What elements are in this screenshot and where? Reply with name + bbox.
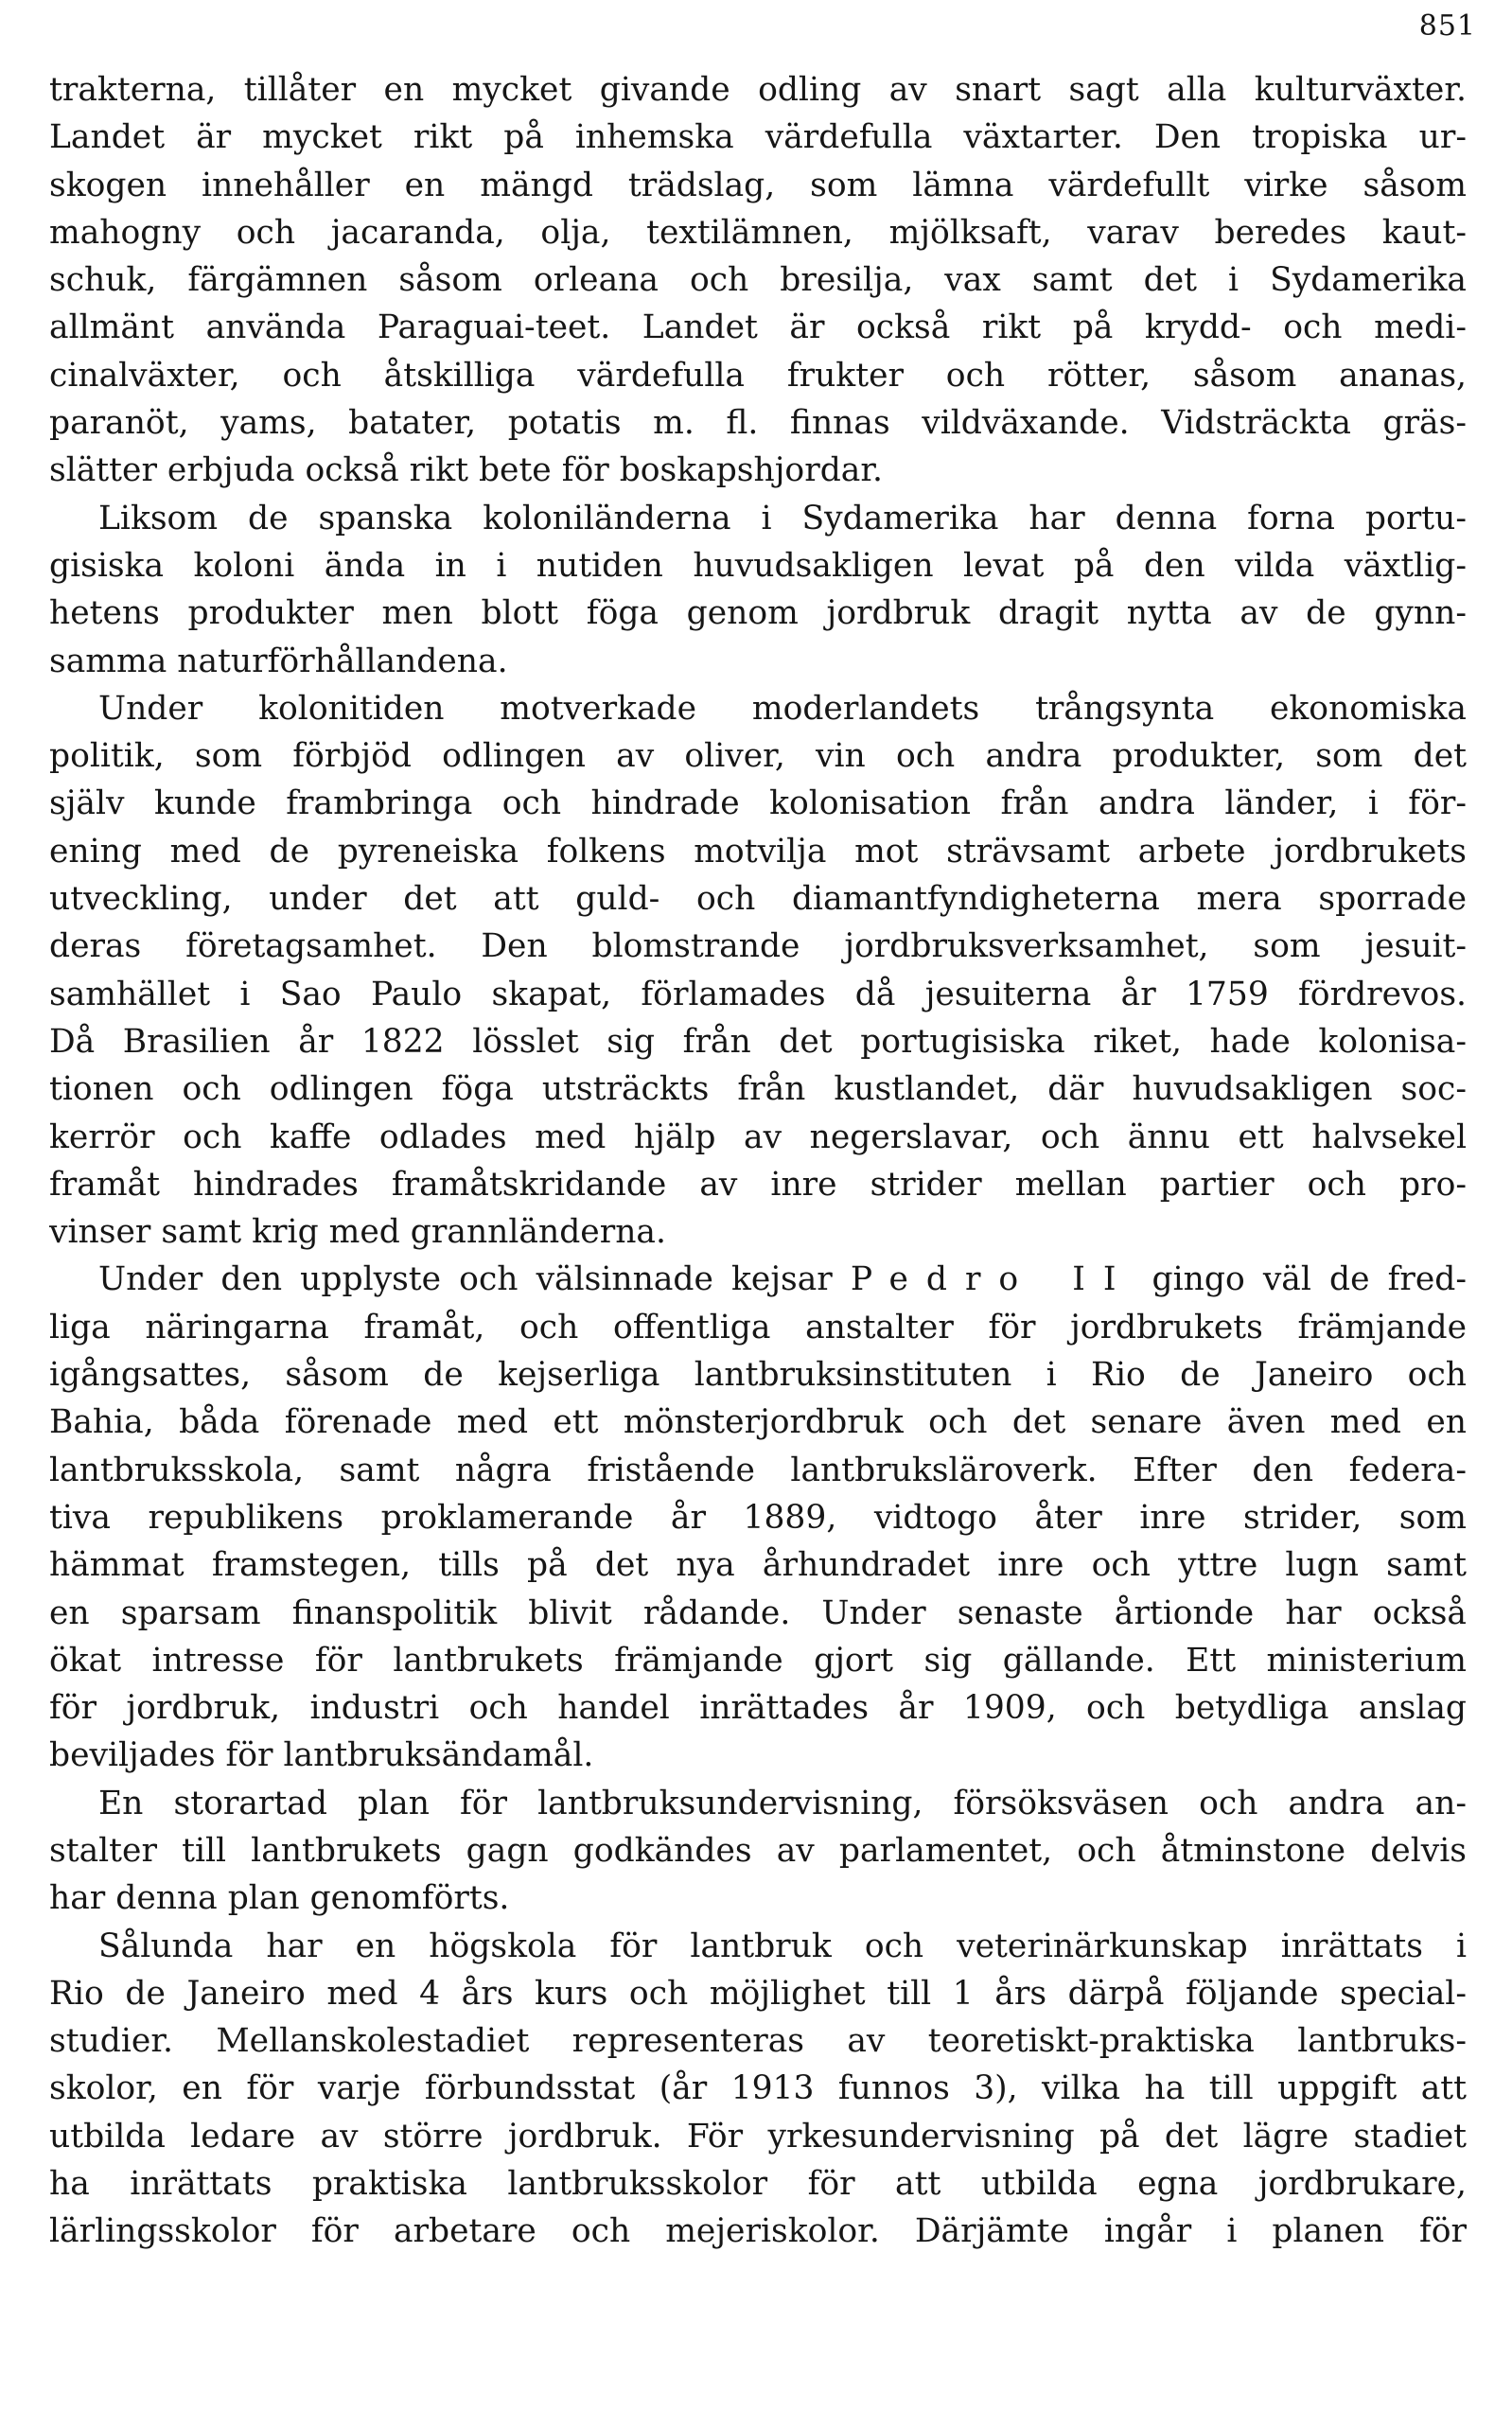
text-line: hetens produkter men blott föga genom jordbruk dragit nytta av de gynn- [49, 594, 1467, 633]
text-line: samhället i Sao Paulo skapat, förlamades då jesuiterna år 1759 fördrevos. [49, 975, 1467, 1013]
text-line: själv kunde frambringa och hindrade kolonisation från andra länder, i för- [49, 784, 1467, 823]
text-line: politik, som förbjöd odlingen av oliver, vin och andra produkter, som det [49, 737, 1467, 776]
text-line: trakterna, tillåter en mycket givande odling av snart sagt alla kulturväxter. [49, 71, 1467, 109]
text-line: paranöt, yams, batater, potatis m. fl. finnas vildväxande. Vidsträckta gräs- [49, 404, 1467, 443]
text-line: hämmat framstegen, tills på det nya århundradet inre och yttre lugn samt [49, 1546, 1467, 1585]
body-text [49, 66, 1467, 2256]
paragraph-1 [49, 66, 1467, 495]
text-line: gisiska koloni ända in i nutiden huvudsakligen levat på den vilda växtlig- [49, 546, 1467, 585]
paragraph-4 [49, 1256, 1467, 1779]
text-line: tiva republikens proklamerande år 1889, vidtogo åter inre strider, som [49, 1498, 1467, 1537]
text-line: lärlingsskolor för arbetare och mejeriskolor. Därjämte ingår i planen för [49, 2212, 1467, 2251]
text-line: skogen innehåller en mängd trädslag, som lämna värdefullt virke såsom [49, 166, 1467, 204]
text-line: kerrör och kaffe odlades med hjälp av negerslavar, och ännu ett halvsekel [49, 1118, 1467, 1156]
text-line: för jordbruk, industri och handel inrättades år 1909, och betydliga anslag [49, 1689, 1467, 1728]
paragraph-6 [49, 1923, 1467, 2256]
text-line: utbilda ledare av större jordbruk. För yrkesundervisning på det lägre stadiet [49, 2117, 1467, 2156]
text-line: vinser samt krig med grannländerna. [49, 1213, 666, 1252]
text-line: en sparsam finanspolitik blivit rådande. Under senaste årtionde har också [49, 1593, 1467, 1632]
text-line: Under den upplyste och välsinnade kejsar Pedro II gingo väl de fred- [98, 1260, 1467, 1299]
text-line: studier. Mellanskolestadiet representeras av teoretiskt-praktiska lantbruks- [49, 2022, 1467, 2061]
text-line: Under kolonitiden motverkade moderlandets trångsynta ekonomiska [98, 689, 1467, 728]
text-line: deras företagsamhet. Den blomstrande jordbruksverksamhet, som jesuit- [49, 927, 1467, 966]
text-line: framåt hindrades framåtskridande av inre strider mellan partier och pro- [49, 1165, 1467, 1204]
paragraph-5 [49, 1780, 1467, 1923]
emphasized-name: Pedro II [850, 1260, 1134, 1299]
text-line: ha inrättats praktiska lantbruksskolor för att utbilda egna jordbrukare, [49, 2165, 1467, 2204]
text-line: Liksom de spanska koloniländerna i Sydamerika har denna forna portu- [98, 499, 1467, 537]
text-line: Rio de Janeiro med 4 års kurs och möjlighet till 1 års därpå följande special- [49, 1974, 1467, 2013]
text-line: ökat intresse för lantbrukets främjande gjort sig gällande. Ett ministerium [49, 1641, 1467, 1680]
text-line: schuk, färgämnen såsom orleana och bresilja, vax samt det i Sydamerika [49, 261, 1467, 300]
text-line: Då Brasilien år 1822 lösslet sig från det portugisiska riket, hade kolonisa- [49, 1022, 1467, 1061]
text-line: Sålunda har en högskola för lantbruk och veterinärkunskap inrättats i [98, 1927, 1467, 1965]
text-line: Landet är mycket rikt på inhemska värdefulla växtarter. Den tropiska ur- [49, 118, 1467, 157]
text-line: mahogny och jacaranda, olja, textilämnen, mjölksaft, varav beredes kaut- [49, 213, 1467, 252]
text-line: lantbruksskola, samt några fristående lantbruksläroverk. Efter den federa- [49, 1451, 1467, 1489]
text-line: har denna plan genomförts. [49, 1879, 510, 1918]
text-line: stalter till lantbrukets gagn godkändes av parlamentet, och åtminstone delvis [49, 1831, 1467, 1870]
text-line: tionen och odlingen föga utsträckts från kustlandet, där huvudsakligen soc- [49, 1070, 1467, 1109]
page-number: 851 [1418, 9, 1476, 43]
text-line: igångsattes, såsom de kejserliga lantbruksinstituten i Rio de Janeiro och [49, 1356, 1467, 1395]
text-line: liga näringarna framåt, och offentliga anstalter för jordbrukets främjande [49, 1308, 1467, 1346]
text-line: Bahia, båda förenade med ett mönsterjordbruk och det senare även med en [49, 1403, 1467, 1442]
text-line: beviljades för lantbruksändamål. [49, 1736, 594, 1775]
text-line: skolor, en för varje förbundsstat (år 1913 funnos 3), vilka ha till uppgift att [49, 2069, 1467, 2108]
text-line: samma naturförhållandena. [49, 642, 508, 680]
text-line: ening med de pyreneiska folkens motvilja mot strävsamt arbete jordbrukets [49, 832, 1467, 871]
paragraph-3 [49, 685, 1467, 1257]
text-line: En storartad plan för lantbruksundervisning, försöksväsen och andra an- [98, 1784, 1467, 1822]
text-line: utveckling, under det att guld- och diamantfyndigheterna mera sporrade [49, 880, 1467, 919]
text-line: cinalväxter, och åtskilliga värdefulla frukter och rötter, såsom ananas, [49, 356, 1467, 395]
text-line: allmänt använda Paraguai-teet. Landet är också rikt på krydd- och medi- [49, 308, 1467, 347]
text-line: slätter erbjuda också rikt bete för boskapshjordar. [49, 451, 884, 490]
paragraph-2 [49, 495, 1467, 685]
